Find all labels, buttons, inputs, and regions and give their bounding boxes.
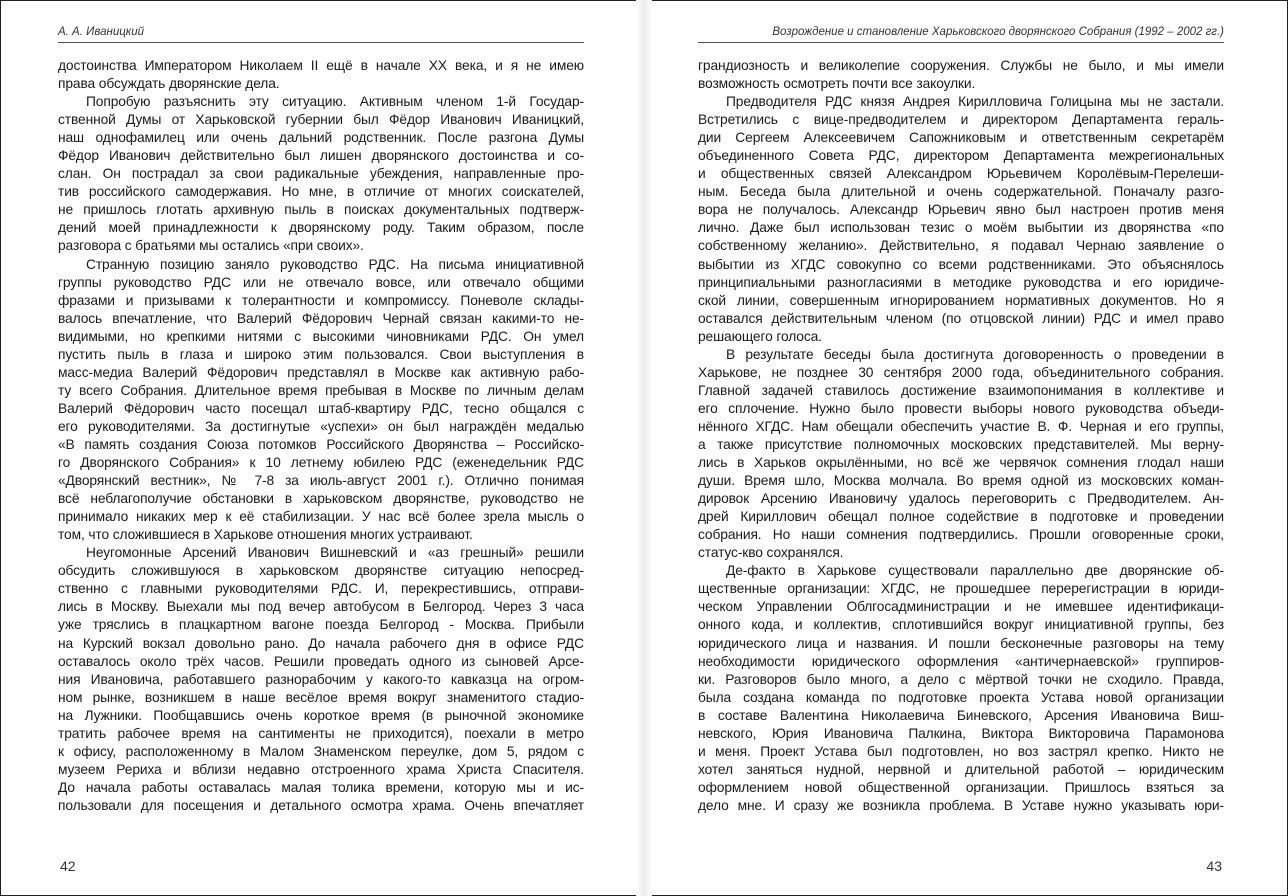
paragraph xyxy=(58,256,584,545)
text-line: В результате беседы была достигнута договоренность о проведении в xyxy=(726,346,1224,362)
text-line: его руководителями. За достигнутые «успехи» он был награждён медалью xyxy=(58,418,584,434)
paragraph xyxy=(58,93,584,255)
text-line: масс-медиа Валерий Фёдорович представлял в Москве как активную рабо- xyxy=(58,364,584,380)
text-line: лично. Даже был использован тезис о моём выбытии из дворянства «по xyxy=(698,220,1224,236)
text-line: была создана команда по подготовке проекта Устава новой организации xyxy=(698,689,1224,705)
text-line: валось впечатление, что Валерий Фёдорович Чернай связан какими-то не- xyxy=(58,310,584,326)
text-line: онного кода, и коллектив, сплотившийся вокруг инициативной группы, без xyxy=(698,617,1224,633)
text-line: ской линии, совершенным игнорированием нормативных документов. Но я xyxy=(698,292,1224,308)
text-line: грандиозность и великолепие сооружения. Службы не было, и мы имели xyxy=(698,58,1224,73)
text-line: тратить рабочее время на сантименты не приходится), поехали в метро xyxy=(58,725,584,741)
text-line: Фёдор Иванович действительно был лишен дворянского достоинства и со- xyxy=(58,148,584,164)
text-line: слан. Он пострадал за свои радикальные убеждения, направленные про- xyxy=(58,166,584,182)
text-line: на Курский вокзал довольно рано. До начала рабочего дня в офисе РДС xyxy=(58,635,584,651)
text-line: необходимости юридического оформления «античернаевской» группиров- xyxy=(698,653,1224,669)
text-line: его сплочение. Нужно было провести выборы нового руководства объеди- xyxy=(698,400,1224,416)
text-line: принимало никаких мер к её стабилизации. У нас всё более зрела мысль о xyxy=(58,509,584,525)
text-line: музеем Рериха и вблизи недавно отстроенного храма Христа Спасителя. xyxy=(58,761,584,777)
paragraph xyxy=(58,544,584,815)
text-line: невского, Юрия Ивановича Палкина, Виктора Викторовича Парамонова xyxy=(698,725,1224,741)
text-line: оставался действительным членом (по отцовской линии) РДС и имел право xyxy=(698,310,1224,326)
text-line: видимыми, но крепкими нитями с высокими чиновниками РДС. Он умел xyxy=(58,328,584,344)
text-line: ным. Беседа была длительной и очень содержательной. Поначалу разго- xyxy=(698,184,1224,200)
paragraph xyxy=(58,57,584,93)
book-spine xyxy=(636,0,652,896)
text-line: ки. Разговоров было много, а дело с мёртвой точки не сходило. Правда, xyxy=(698,671,1224,687)
page-number: 42 xyxy=(60,858,76,874)
text-line: «Дворянский вестник», № 7-8 за июль-август 2001 г.). Отлично понимая xyxy=(58,473,584,489)
paragraph xyxy=(698,346,1224,563)
text-line: Попробую разъяснить эту ситуацию. Активным членом 1-й Государ- xyxy=(86,94,584,110)
paragraph xyxy=(698,57,1224,93)
text-line: оформлением новой общественной организации. Пришлось взяться за xyxy=(698,779,1224,795)
text-line: выбытии из ХГДС совокупно со всеми родственниками. Это объяснялось xyxy=(698,256,1224,272)
text-line: дений моей принадлежности к дворянскому роду. Таким образом, после xyxy=(58,220,584,236)
text-line: ту всего Собрания. Длительное время пребывая в Москве по личным делам xyxy=(58,382,584,398)
text-line: в составе Валентина Николаевича Биневского, Арсения Ивановича Виш- xyxy=(698,707,1224,723)
right-page-body xyxy=(698,57,1224,815)
text-line: на Лужники. Пообщавшись очень короткое время (в рыночной экономике xyxy=(58,707,584,723)
text-line: Встретились с вице-предводителем и директором Департамента гераль- xyxy=(698,112,1224,128)
text-line: ственной Думы от Харьковской губернии был Фёдор Иванович Иваницкий, xyxy=(58,112,584,128)
text-line: лись в Москву. Выехали мы под вечер автобусом в Белгород. Через 3 часа xyxy=(58,599,584,615)
text-line: наш однофамилец или очень дальний родственник. После разгона Думы xyxy=(58,130,584,146)
text-line: Предводителя РДС князя Андрея Кирилловича Голицына мы не застали. xyxy=(726,94,1224,110)
text-line: го Дворянского Собрания» к 10 летнему юбилею РДС (еженедельник РДС xyxy=(58,455,584,471)
text-line: дировок Арсению Ивановичу удалось переговорить с Предводителем. Ан- xyxy=(698,491,1224,507)
text-line: собрания. Но наши сомнения подтвердились. Прошли оговоренные сроки, xyxy=(698,527,1224,543)
text-line: достоинства Императором Николаем II ещё в начале XX века, и я не имею xyxy=(58,58,584,73)
paragraph xyxy=(698,93,1224,346)
text-line: дрей Кириллович обещал полное содействие в подготовке и проведении xyxy=(698,509,1224,525)
text-line: обсудить сложившуюся в харьковском дворянстве ситуацию непосред- xyxy=(58,563,584,579)
text-line: группы руководство РДС или не отвечало вовсе, или отвечало общими xyxy=(58,274,584,290)
text-line: принципиальными разногласиями в методике руководства и его юридиче- xyxy=(698,274,1224,290)
text-line: не пришлось глотать архивную пыль в поисках документальных подтверж- xyxy=(58,202,584,218)
text-line: решающего голоса. xyxy=(698,328,822,344)
text-line: и меня. Проект Устава был подготовлен, но воз застрял крепко. Никто не xyxy=(698,743,1224,759)
right-page xyxy=(698,0,1224,896)
text-line: к офису, расположенному в Малом Знаменском переулке, дом 5, рядом с xyxy=(58,743,584,759)
text-line: а также присутствие полномочных московских представителей. Мы верну- xyxy=(698,436,1224,452)
text-line: объединенного Совета РДС, директором Департамента межрегиональных xyxy=(698,148,1224,164)
text-line: ческом Управлении Облгосадминистрации и не имевшее идентификаци- xyxy=(698,599,1224,615)
text-line: нённого ХГДС. Нам обещали обеспечить участие В. Ф. Черная и его группы, xyxy=(698,418,1224,434)
text-line: Неугомонные Арсений Иванович Вишневский и «аз грешный» решили xyxy=(86,545,584,561)
text-line: собственному желанию». Действительно, я подавал Чернаю заявление о xyxy=(698,238,1224,254)
text-line: До начала работы оставалась малая толика времени, которую мы и ис- xyxy=(58,779,584,795)
text-line: Валерий Фёдорович часто посещал штаб-квартиру РДС, тесно общался с xyxy=(58,400,584,416)
text-line: возможность осмотреть почти все закоулки. xyxy=(698,76,976,92)
text-line: разговора с братьями мы остались «при своих». xyxy=(58,238,364,254)
text-line: дело мне. И сразу же возникла проблема. В Уставе нужно указывать юри- xyxy=(698,797,1224,813)
text-line: том, что сложившиеся в Харькове отношения многих устраивают. xyxy=(58,527,473,543)
text-line: фразами и призывами к толерантности и компромиссу. Поневоле склады- xyxy=(58,292,584,308)
text-line: хотел заняться нудной, нервной и длительной работой – юридическим xyxy=(698,761,1224,777)
text-line: Де-факто в Харькове существовали параллельно две дворянские об- xyxy=(726,563,1224,579)
text-line: дии Сергеем Алексеевичем Сапожниковым и ответственным секретарём xyxy=(698,130,1224,146)
left-page-body xyxy=(58,57,584,815)
text-line: юридического лица и названия. И пошли бесконечные разговоры на тему xyxy=(698,635,1224,651)
paragraph xyxy=(698,562,1224,815)
running-head-author: А. А. Иваницкий xyxy=(58,26,584,43)
text-line: ном рынке, возникшем в наше весёлое время вокруг знаменитого стадио- xyxy=(58,689,584,705)
text-line: лись в Харьков окрылёнными, но всё же червячок сомнения глодал наши xyxy=(698,455,1224,471)
text-line: Главной задачей ставилось достижение взаимопонимания в коллективе и xyxy=(698,382,1224,398)
text-line: статус-кво сохранялся. xyxy=(698,545,844,561)
text-line: щественные организации: ХГДС, не прошедшее перерегистрации в юриди- xyxy=(698,581,1224,597)
text-line: пустить пыль в глаза и широко этим пользовался. Свои выступления в xyxy=(58,346,584,362)
text-line: уже тряслись в плацкартном вагоне поезда Белгород - Москва. Прибыли xyxy=(58,617,584,633)
text-line: ственно с главными руководителями РДС. И, перекрестившись, отправи- xyxy=(58,581,584,597)
text-line: «В память создания Союза потомков Российского Дворянства – Российско- xyxy=(58,436,584,452)
text-line: вора не получалось. Александр Юрьевич явно был настроен против меня xyxy=(698,202,1224,218)
page-number: 43 xyxy=(1206,858,1222,874)
text-line: всё неблагополучие обстановки в харьковском дворянстве, руководство не xyxy=(58,491,584,507)
text-line: Харькове, не позднее 30 сентября 2000 года, объединительного собрания. xyxy=(698,364,1224,380)
text-line: Странную позицию заняло руководство РДС. На письма инициативной xyxy=(86,256,584,272)
text-line: тив российского самодержавия. Но мне, в отличие от многих соискателей, xyxy=(58,184,584,200)
text-line: оставалось около трёх часов. Решили проведать одного из сыновей Арсе- xyxy=(58,653,584,669)
text-line: души. Время шло, Москва молчала. Во время одной из московских коман- xyxy=(698,473,1224,489)
text-line: права обсуждать дворянские дела. xyxy=(58,76,280,92)
text-line: ния Ивановича, работавшего разнорабочим у какого-то кавказца на огром- xyxy=(58,671,584,687)
text-line: и общественных связей Александром Юрьевичем Королёвым-Перелеши- xyxy=(698,166,1224,182)
running-head-title: Возрождение и становление Харьковского дворянского Собрания (1992 – 2002 гг.) xyxy=(698,26,1224,43)
text-line: пользовали для посещения и детального осмотра храма. Очень впечатляет xyxy=(58,797,584,813)
left-page xyxy=(58,0,584,896)
